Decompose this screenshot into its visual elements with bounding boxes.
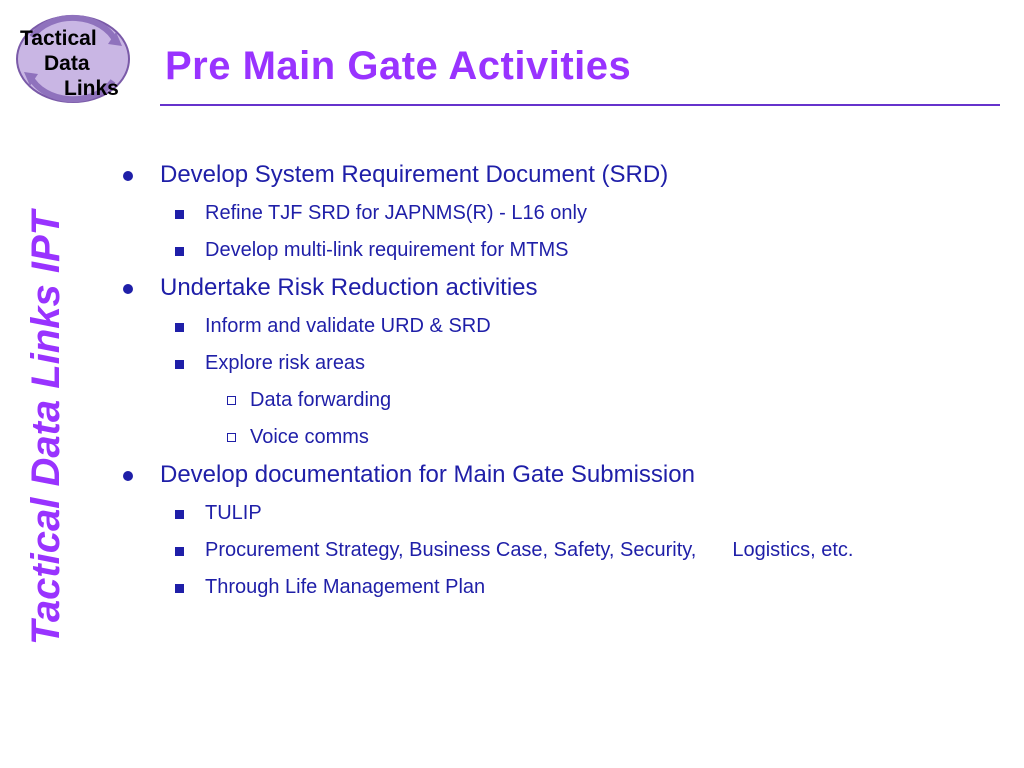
sub-bullet-item <box>120 235 1000 266</box>
logo-line2: Data <box>44 52 90 75</box>
square-bullet-icon <box>175 547 184 556</box>
logo-line3: Links <box>64 77 119 100</box>
bullet-text: Develop documentation for Main Gate Submission <box>160 461 695 488</box>
sub-sub-bullet-item <box>120 422 1000 453</box>
bullet-item <box>120 158 1000 192</box>
side-title: Tactical Data Links IPT <box>24 210 68 646</box>
bullet-list <box>120 158 1000 603</box>
square-bullet-icon <box>175 210 184 219</box>
square-bullet-icon <box>175 510 184 519</box>
sub-sub-bullet-text: Voice comms <box>250 426 369 448</box>
sub-bullet-text: Through Life Management Plan <box>205 576 486 598</box>
hollow-square-bullet-icon <box>227 396 236 405</box>
sub-bullet-item <box>120 572 1000 603</box>
sub-bullet-text-continuation: Logistics, etc. <box>732 539 854 561</box>
title-divider <box>160 104 1000 106</box>
square-bullet-icon <box>175 323 184 332</box>
slide-title: Pre Main Gate Activities <box>165 44 632 88</box>
square-bullet-icon <box>175 584 184 593</box>
sub-bullet-text: Inform and validate URD & SRD <box>205 315 491 337</box>
square-bullet-icon <box>175 247 184 256</box>
bullet-text: Undertake Risk Reduction activities <box>160 274 538 301</box>
sub-bullet-item <box>120 311 1000 342</box>
sub-bullet-text: TULIP <box>205 502 262 524</box>
logo-line1: Tactical <box>20 27 97 50</box>
sub-bullet-item <box>120 498 1000 529</box>
sub-bullet-text: Explore risk areas <box>205 352 366 374</box>
square-bullet-icon <box>175 360 184 369</box>
sub-bullet-text: Procurement Strategy, Business Case, Safety, Security, <box>205 539 697 561</box>
bullet-item <box>120 458 1000 492</box>
round-bullet-icon <box>123 471 133 481</box>
sub-bullet-text: Develop multi-link requirement for MTMS <box>205 239 569 261</box>
tactical-data-links-logo <box>12 12 134 106</box>
sub-sub-bullet-text: Data forwarding <box>250 389 392 411</box>
hollow-square-bullet-icon <box>227 433 236 442</box>
sub-sub-bullet-item <box>120 385 1000 416</box>
round-bullet-icon <box>123 171 133 181</box>
round-bullet-icon <box>123 284 133 294</box>
sub-bullet-item <box>120 535 1000 566</box>
bullet-item <box>120 271 1000 305</box>
bullet-text: Develop System Requirement Document (SRD) <box>160 161 669 188</box>
sub-bullet-item <box>120 198 1000 229</box>
sub-bullet-text: Refine TJF SRD for JAPNMS(R) - L16 only <box>205 202 587 224</box>
sub-bullet-item <box>120 348 1000 379</box>
